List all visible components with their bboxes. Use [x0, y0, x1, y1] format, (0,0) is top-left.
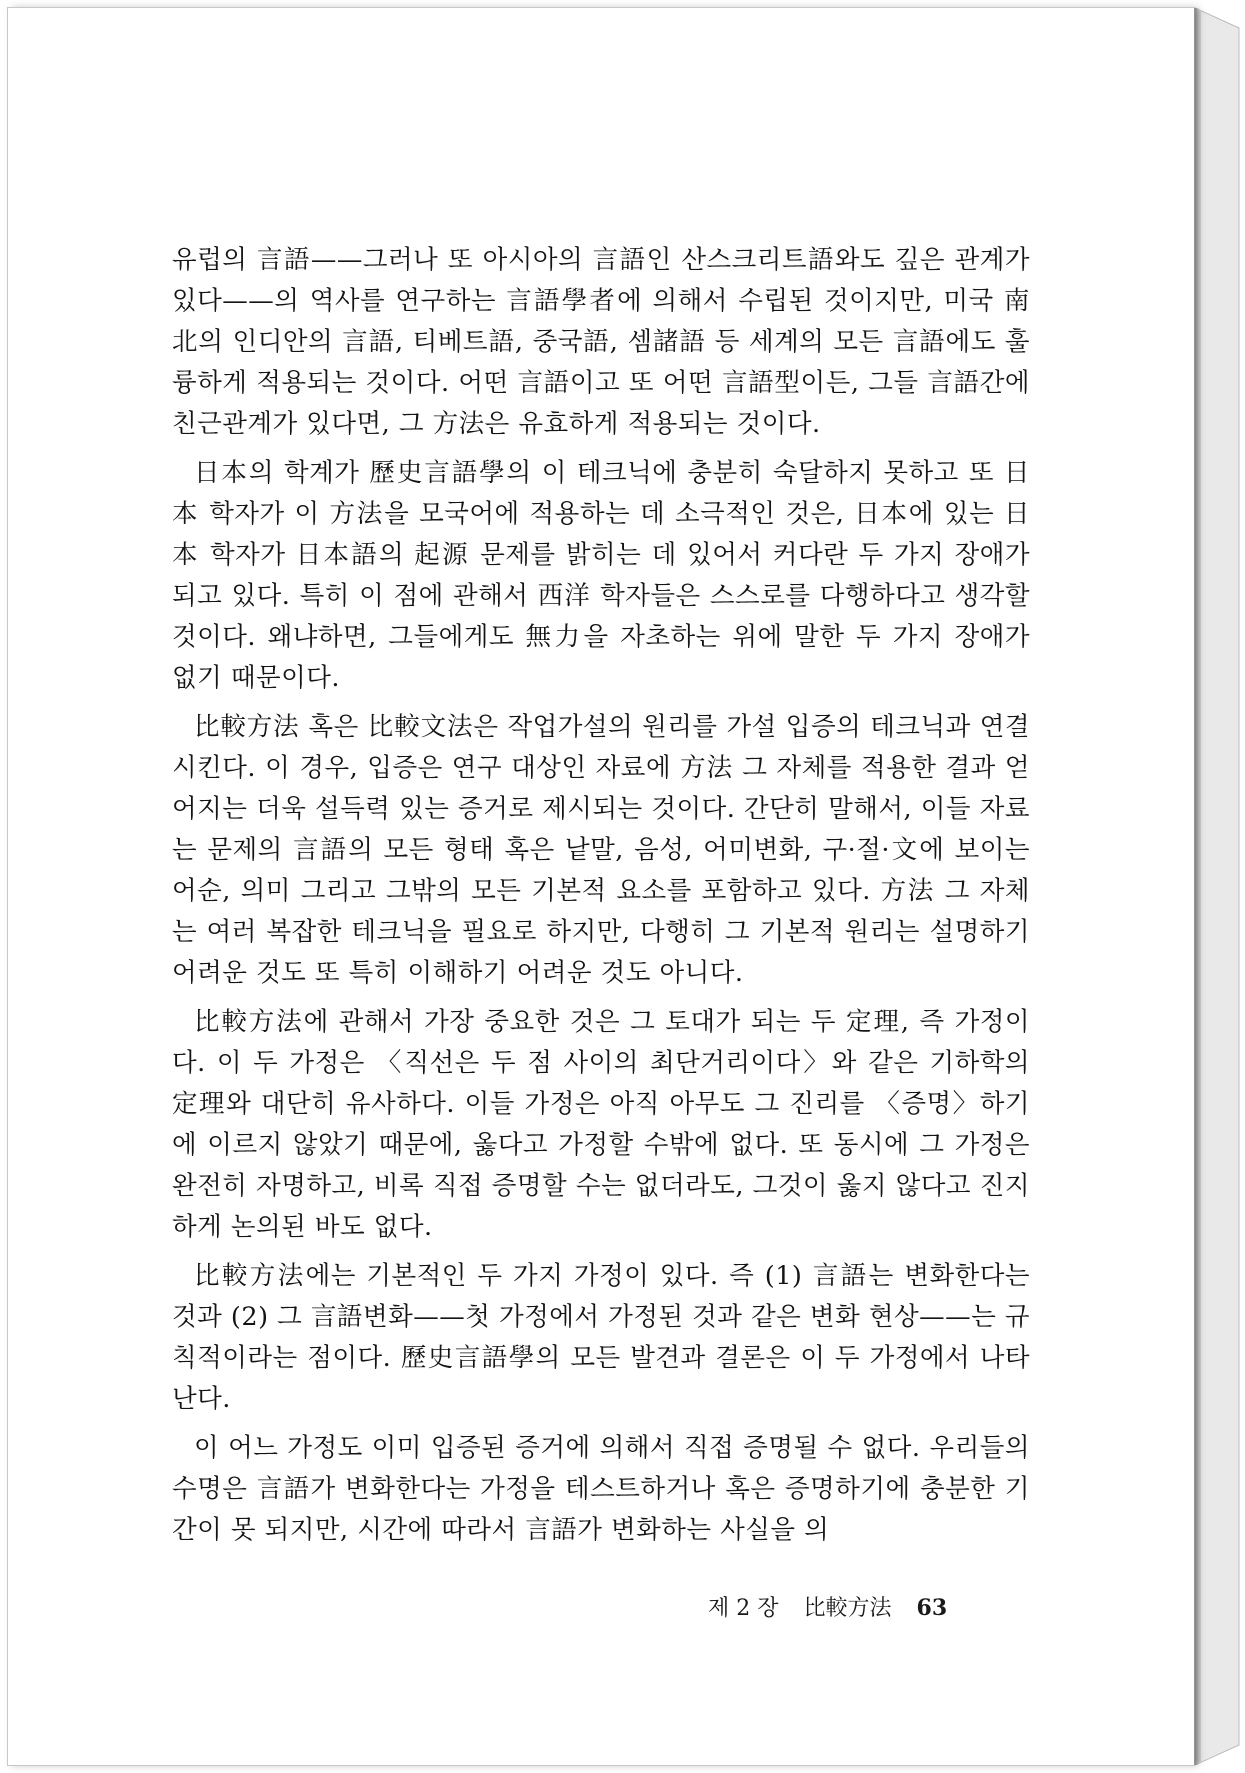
page-number: 63 [916, 1595, 948, 1621]
footer-title: 比較方法 [803, 1596, 892, 1621]
footer-chapter: 제 2 장 [708, 1596, 779, 1621]
book-edge [1195, 0, 1245, 1773]
paragraph-3: 比較方法 혹은 比較文法은 작업가설의 원리를 가설 입증의 테크닉과 연결시킨다. 이 경우, 입증은 연구 대상인 자료에 方法 그 자체를 적용한 결과 얻어지는 더욱 설득력 있는 증거로 제시되는 것이다. 간단히 말해서, 이들 자료는 문제의 言語의 모든 형태 혹은 낱말, 음성, 어미변화, 구·절·文에 보이는 어순, 의미 그리고 그밖의 모든 기본적 요소를 포함하고 있다. 方法 그 자체는 여러 복잡한 테크닉을 필요로 하지만, 다행히 그 기본적 원리는 설명하기 어려운 것도 또 특히 이해하기 어려운 것도 아니다. [172, 712, 1030, 988]
body-text [172, 240, 1030, 1559]
running-footer [708, 1591, 1038, 1622]
page-shadow [1194, 8, 1200, 1765]
paragraph-5: 比較方法에는 기본적인 두 가지 가정이 있다. 즉 (1) 言語는 변화한다는 것과 (2) 그 言語변화——첫 가정에서 가정된 것과 같은 변화 현상——는 규칙적이라는 점이다. 歷史言語學의 모든 발견과 결론은 이 두 가정에서 나타난다. [172, 1261, 1030, 1414]
paragraph-1: 유럽의 言語——그러나 또 아시아의 言語인 산스크리트語와도 깊은 관계가 있다——의 역사를 연구하는 言語學者에 의해서 수립된 것이지만, 미국 南北의 인디안의 言語, 티베트語, 중국語, 셈諸語 등 세계의 모든 言語에도 훌륭하게 적용되는 것이다. 어떤 言語이고 또 어떤 言語型이든, 그들 言語간에 친근관계가 있다면, 그 方法은 유효하게 적용되는 것이다. [172, 245, 1030, 439]
book-page [8, 8, 1194, 1765]
paragraph-4: 比較方法에 관해서 가장 중요한 것은 그 토대가 되는 두 定理, 즉 가정이다. 이 두 가정은 〈직선은 두 점 사이의 최단거리이다〉와 같은 기하학의 定理와 대단히 유사하다. 이들 가정은 아직 아무도 그 진리를 〈증명〉하기에 이르지 않았기 때문에, 옳다고 가정할 수밖에 없다. 또 동시에 그 가정은 완전히 자명하고, 비록 직접 증명할 수는 없더라도, 그것이 옳지 않다고 진지하게 논의된 바도 없다. [172, 1007, 1030, 1242]
paragraph-6: 이 어느 가정도 이미 입증된 증거에 의해서 직접 증명될 수 없다. 우리들의 수명은 言語가 변화한다는 가정을 테스트하거나 혹은 증명하기에 충분한 기간이 못 되지만, 시간에 따라서 言語가 변화하는 사실을 의 [172, 1433, 1030, 1545]
paragraph-2: 日本의 학계가 歷史言語學의 이 테크닉에 충분히 숙달하지 못하고 또 日本 학자가 이 方法을 모국어에 적용하는 데 소극적인 것은, 日本에 있는 日本 학자가 日本語의 起源 문제를 밝히는 데 있어서 커다란 두 가지 장애가 되고 있다. 특히 이 점에 관해서 西洋 학자들은 스스로를 다행하다고 생각할 것이다. 왜냐하면, 그들에게도 無力을 자초하는 위에 말한 두 가지 장애가 없기 때문이다. [172, 458, 1030, 693]
